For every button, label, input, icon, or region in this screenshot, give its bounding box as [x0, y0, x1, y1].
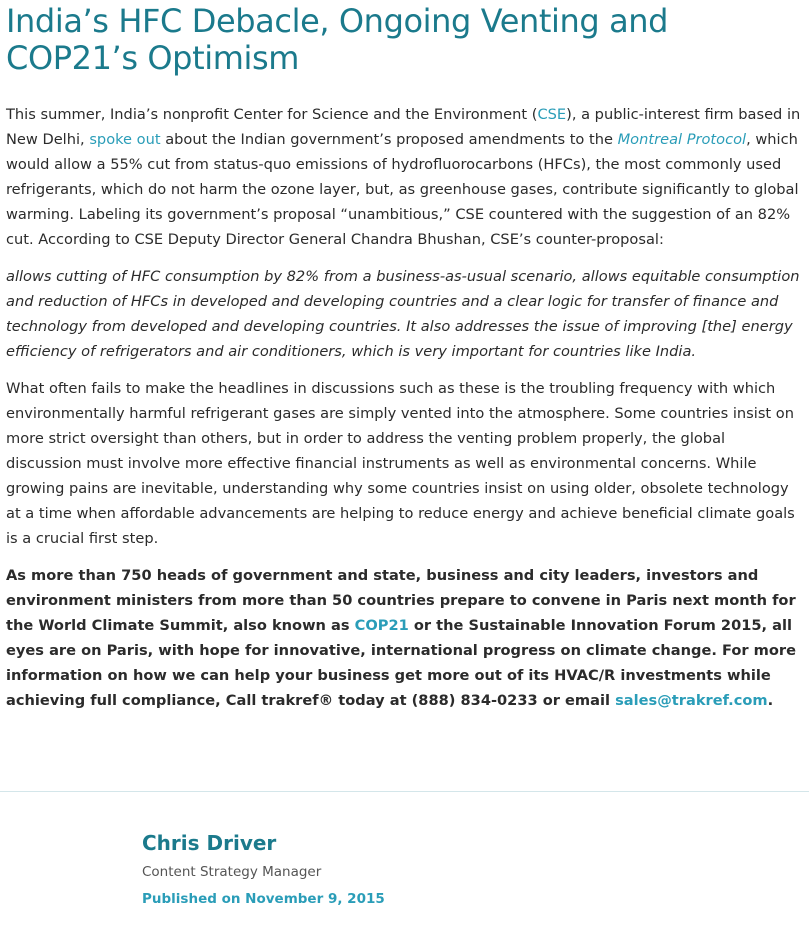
email-link[interactable]: sales@trakref.com — [615, 692, 768, 709]
article-title: India’s HFC Debacle, Ongoing Venting and COP21’s Optimism — [6, 2, 669, 77]
cop21-link[interactable]: COP21 — [354, 617, 409, 634]
article-body — [6, 102, 803, 713]
cta-paragraph — [6, 563, 803, 713]
intro-text-4: , which would allow a 55% cut from status-quo emissions of hydrofluorocarbons (HFCs), the most commonly used refrigerants, which do not harm the ozone layer, but, as greenhouse gases, contribute significantly to global warming. Labeling its government’s proposal “unambitious,” CSE countered with the suggestion of an 82% cut. According to CSE Deputy Director General Chandra Bhushan, CSE’s counter-proposal: — [6, 131, 799, 248]
quote-paragraph: allows cutting of HFC consumption by 82% from a business-as-usual scenario, allows equitable consumption and reduction of HFCs in developed and developing countries and a clear logic for transfer of finance and technology from developed and developing countries. It also addresses the issue of improving [the] energy efficiency of refrigerators and air conditioners, which is very important for countries like India. — [6, 268, 800, 360]
author-divider — [0, 791, 809, 792]
intro-text-2: ), a public-interest firm based in New Delhi, — [6, 106, 801, 148]
intro-text-1: This summer, India’s nonprofit Center for Science and the Environment ( — [6, 106, 538, 123]
cse-link[interactable]: CSE — [537, 106, 567, 123]
intro-paragraph — [6, 102, 803, 252]
cta-text-1: As more than 750 heads of government and state, business and city leaders, investors and environment ministers from more than 50 countries prepare to convene in Paris next month for the World Climate Summit, also known as — [6, 567, 796, 634]
montreal-protocol-link[interactable]: Montreal Protocol — [617, 131, 747, 148]
author-role: Content Strategy Manager — [142, 864, 322, 880]
cta-text-3: . — [767, 692, 774, 709]
author-card — [142, 830, 385, 909]
spoke-out-link[interactable]: spoke out — [89, 131, 161, 148]
venting-paragraph: What often fails to make the headlines in discussions such as these is the troubling frequency with which environmentally harmful refrigerant gases are simply vented into the atmosphere. Some countries insist on more strict oversight than others, but in order to address the venting problem properly, the global discussion must involve more effective financial instruments as well as environmental concerns. While growing pains are inevitable, understanding why some countries insist on using older, obsolete technology at a time when affordable advancements are helping to reduce energy and achieve beneficial climate goals is a crucial first step. — [6, 380, 795, 547]
intro-text-3: about the Indian government’s proposed amendments to the — [160, 131, 618, 148]
publish-date: Published on November 9, 2015 — [142, 891, 385, 907]
cta-text-2: or the Sustainable Innovation Forum 2015, all eyes are on Paris, with hope for innovative, international progress on climate change. For more information on how we can help your business get more out of its HVAC/R investments while achieving full compliance, Call trakref® today at (888) 834-0233 or email — [6, 617, 796, 709]
author-name[interactable]: Chris Driver — [142, 831, 277, 855]
